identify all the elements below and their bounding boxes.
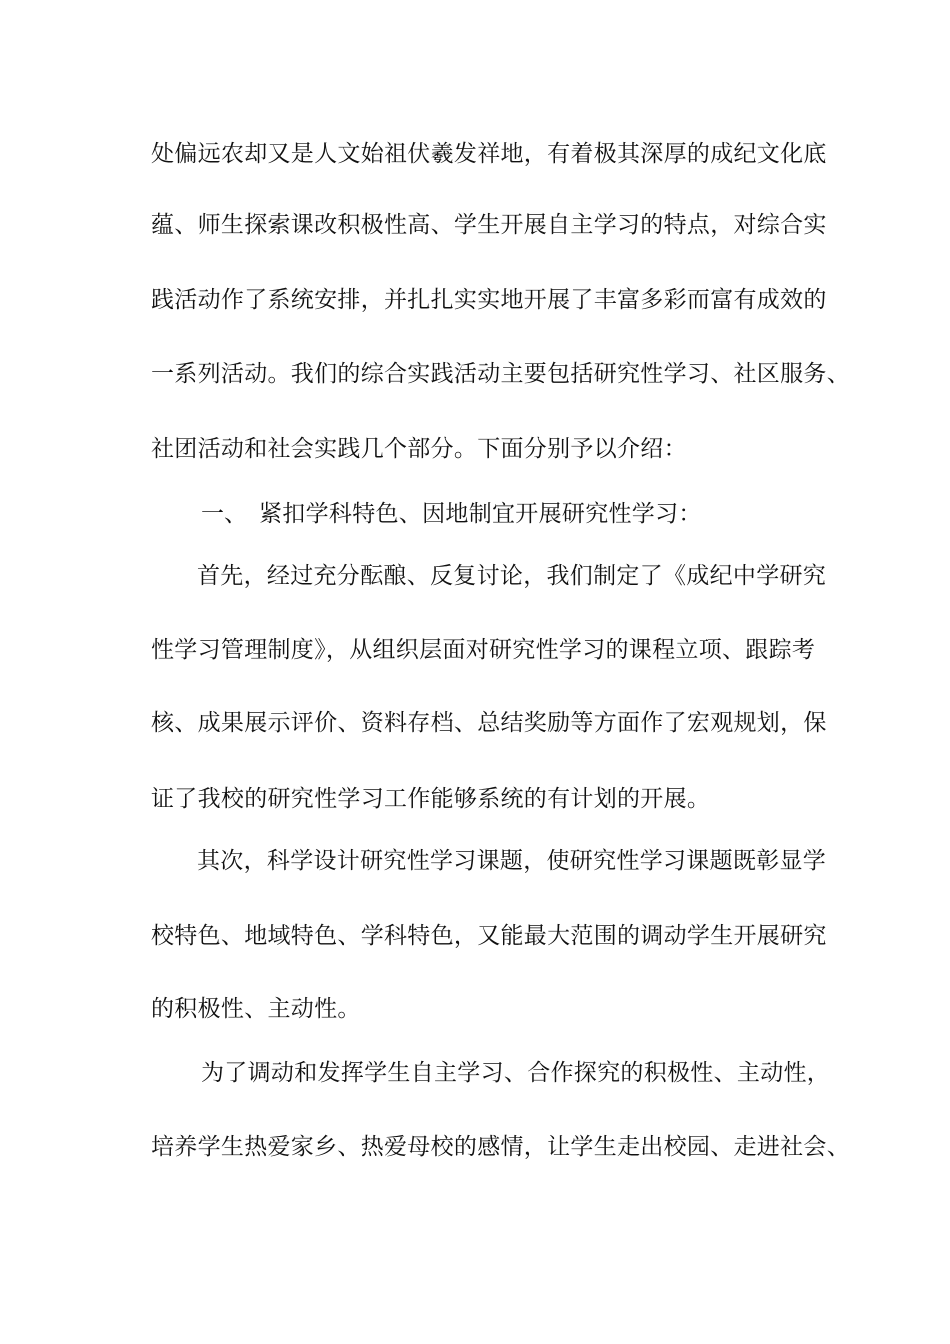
text-line: 培养学生热爱家乡、热爱母校的感情，让学生走出校园、走进社会、 bbox=[151, 1134, 850, 1160]
text-line: 一系列活动。我们的综合实践活动主要包括研究性学习、社区服务、 bbox=[151, 361, 850, 387]
text-line: 首先，经过充分酝酿、反复讨论，我们制定了《成纪中学研究 bbox=[197, 563, 827, 589]
text-line: 其次，科学设计研究性学习课题，使研究性学习课题既彰显学 bbox=[197, 848, 827, 874]
text-line: 蕴、师生探索课改积极性高、学生开展自主学习的特点，对综合实 bbox=[151, 212, 827, 238]
text-line: 践活动作了系统安排，并扎扎实实地开展了丰富多彩而富有成效的 bbox=[151, 287, 827, 313]
text-line: 核、成果展示评价、资料存档、总结奖励等方面作了宏观规划，保 bbox=[151, 710, 827, 736]
text-line: 社团活动和社会实践几个部分。下面分别予以介绍： bbox=[151, 436, 687, 462]
text-line: 的积极性、主动性。 bbox=[151, 996, 361, 1022]
text-line: 为了调动和发挥学生自主学习、合作探究的积极性、主动性， bbox=[201, 1060, 831, 1086]
text-line: 处偏远农却又是人文始祖伏羲发祥地，有着极其深厚的成纪文化底 bbox=[151, 141, 827, 167]
heading-number: 一、 bbox=[201, 501, 247, 527]
text-line: 证了我校的研究性学习工作能够系统的有计划的开展。 bbox=[151, 786, 711, 812]
text-line: 校特色、地域特色、学科特色，又能最大范围的调动学生开展研究 bbox=[151, 923, 827, 949]
text-line: 性学习管理制度》，从组织层面对研究性学习的课程立项、跟踪考 bbox=[151, 637, 816, 663]
heading-text: 紧扣学科特色、因地制宜开展研究性学习： bbox=[259, 501, 702, 527]
